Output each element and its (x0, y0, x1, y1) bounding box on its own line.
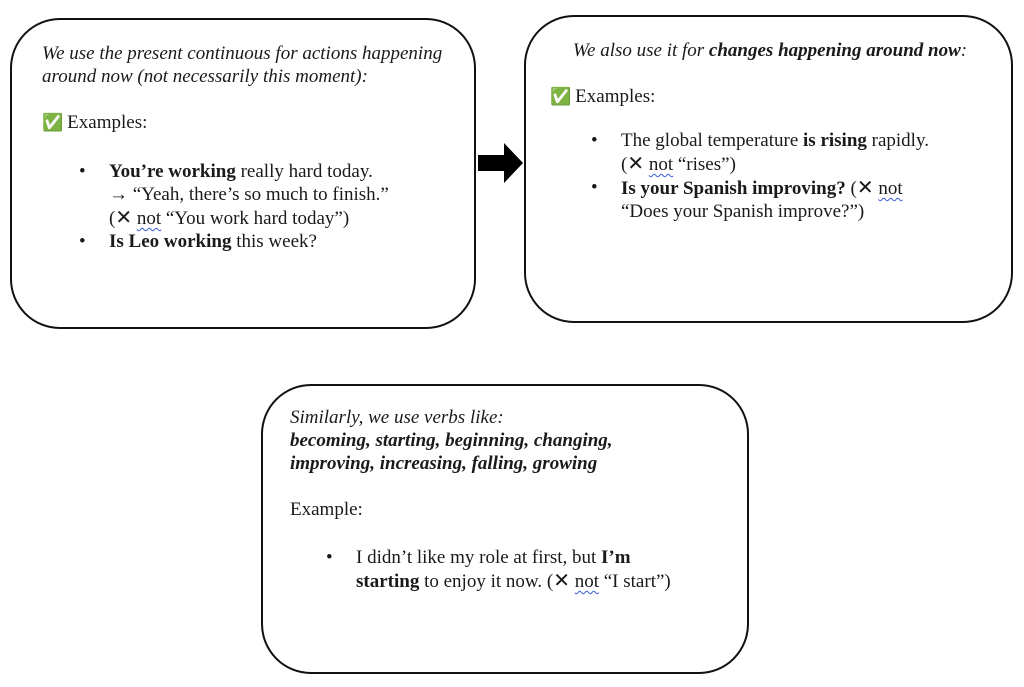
example-text: The global temperature (621, 130, 804, 151)
wrong-form: “You work hard today”) (161, 208, 350, 229)
example-list (79, 160, 458, 253)
examples-label: Examples: (67, 112, 148, 133)
intro-part: We also use it for (572, 40, 709, 61)
example-text: I didn’t like my role at first, but (356, 547, 602, 568)
usage-box-content (550, 39, 990, 223)
paren-open: ( (621, 154, 628, 175)
example-verb: Is your Spanish improving? (621, 178, 846, 199)
intro-text (550, 39, 990, 62)
paren-open: ( (109, 208, 116, 229)
cross-icon: ✕ (553, 568, 570, 592)
list-item (79, 160, 458, 230)
example-verb: I’m (601, 547, 631, 568)
example-verb: is rising (803, 130, 867, 151)
list-item (591, 175, 990, 223)
usage-box-content (42, 42, 458, 253)
verb-list (290, 429, 720, 475)
cross-icon: ✕ (115, 205, 133, 229)
intro-part: : (960, 40, 968, 61)
bullet: • (591, 130, 598, 151)
usage-box-around-now (10, 18, 476, 329)
example-verb: You’re working (109, 161, 236, 182)
list-item (591, 129, 990, 176)
verb-list-line: improving, increasing, falling, growing (290, 453, 598, 474)
intro-text: Similarly, we use verbs like: (290, 407, 504, 428)
not-word: not (648, 154, 674, 175)
not-word: not (878, 178, 903, 199)
example-text: rapidly. (866, 130, 929, 151)
intro-text: We use the present continuous for actions happening around now (not necessarily this moment): (42, 43, 443, 87)
bullet: • (79, 161, 86, 182)
example-text: this week? (231, 231, 317, 252)
example-verb: starting (356, 571, 420, 592)
check-icon: ✅ (42, 113, 64, 133)
bullet: • (79, 231, 86, 252)
examples-label: Examples: (575, 86, 656, 107)
not-word: not (574, 571, 599, 592)
example-text: really hard today. (235, 161, 373, 182)
right-arrow-icon (478, 141, 524, 185)
not-word: not (136, 208, 162, 229)
wrong-form: “rises”) (673, 154, 736, 175)
verb-list-line: becoming, starting, beginning, changing, (290, 430, 613, 451)
example-verb: Is Leo working (109, 231, 232, 252)
example-text: to enjoy it now. ( (419, 571, 554, 592)
wrong-form: “I start”) (599, 571, 671, 592)
usage-box-verbs (261, 384, 749, 674)
example-reply: → “Yeah, there’s so much to finish.” (109, 184, 389, 205)
wrong-form: “Does your Spanish improve?”) (621, 201, 865, 222)
example-list (591, 129, 990, 223)
cross-icon: ✕ (856, 175, 874, 199)
usage-box-content (290, 406, 720, 593)
example-list (326, 546, 720, 593)
intro-emphasis: changes happening around now (708, 40, 961, 61)
check-icon: ✅ (550, 87, 572, 107)
examples-heading (550, 85, 990, 109)
list-item (326, 546, 720, 593)
examples-heading (42, 111, 458, 135)
list-item (79, 230, 458, 253)
bullet: • (591, 177, 598, 198)
cross-icon: ✕ (627, 151, 645, 175)
usage-box-changes (524, 15, 1013, 323)
paren-open: ( (845, 178, 857, 199)
example-label: Example: (290, 499, 363, 520)
bullet: • (326, 547, 333, 568)
